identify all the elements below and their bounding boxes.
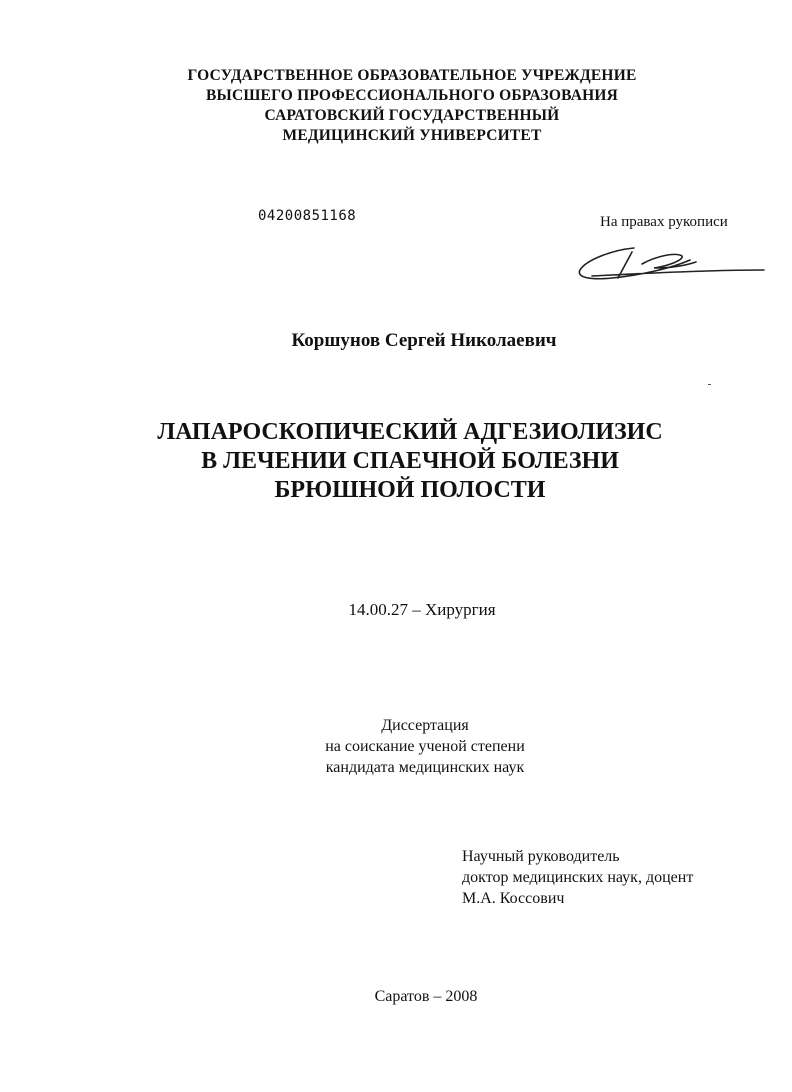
degree-statement — [0, 715, 792, 778]
author-name — [0, 330, 792, 352]
degree-line: Диссертация — [381, 717, 469, 734]
city-year — [0, 988, 792, 1006]
advisor-line: М.А. Коссович — [462, 890, 565, 907]
dissertation-title — [0, 418, 792, 505]
manuscript-rights-note: На правах рукописи — [600, 214, 728, 230]
scan-speck — [708, 384, 711, 385]
institution-line: МЕДИЦИНСКИЙ УНИВЕРСИТЕТ — [282, 127, 542, 144]
title-line: БРЮШНОЙ ПОЛОСТИ — [274, 477, 546, 503]
city-year-text: Саратов – 2008 — [374, 988, 478, 1005]
degree-line: кандидата медицинских наук — [325, 759, 525, 776]
institution-line: САРАТОВСКИЙ ГОСУДАРСТВЕННЫЙ — [264, 107, 560, 124]
title-line: ЛАПАРОСКОПИЧЕСКИЙ АДГЕЗИОЛИЗИС — [157, 419, 663, 445]
institution-header — [0, 66, 792, 146]
advisor-line: доктор медицинских наук, доцент — [462, 869, 694, 886]
author-name-text: Коршунов Сергей Николаевич — [291, 330, 557, 351]
degree-line: на соискание ученой степени — [325, 738, 525, 755]
specialty — [0, 600, 792, 620]
specialty-text: 14.00.27 – Хирургия — [348, 600, 496, 619]
institution-line: ВЫСШЕГО ПРОФЕССИОНАЛЬНОГО ОБРАЗОВАНИЯ — [205, 87, 618, 104]
signature — [572, 238, 768, 288]
title-line: В ЛЕЧЕНИИ СПАЕЧНОЙ БОЛЕЗНИ — [201, 448, 619, 474]
scientific-advisor — [462, 846, 693, 909]
inventory-number: 04200851168 — [258, 208, 357, 224]
institution-line: ГОСУДАРСТВЕННОЕ ОБРАЗОВАТЕЛЬНОЕ УЧРЕЖДЕНИЕ — [187, 67, 637, 84]
advisor-line: Научный руководитель — [462, 848, 620, 865]
